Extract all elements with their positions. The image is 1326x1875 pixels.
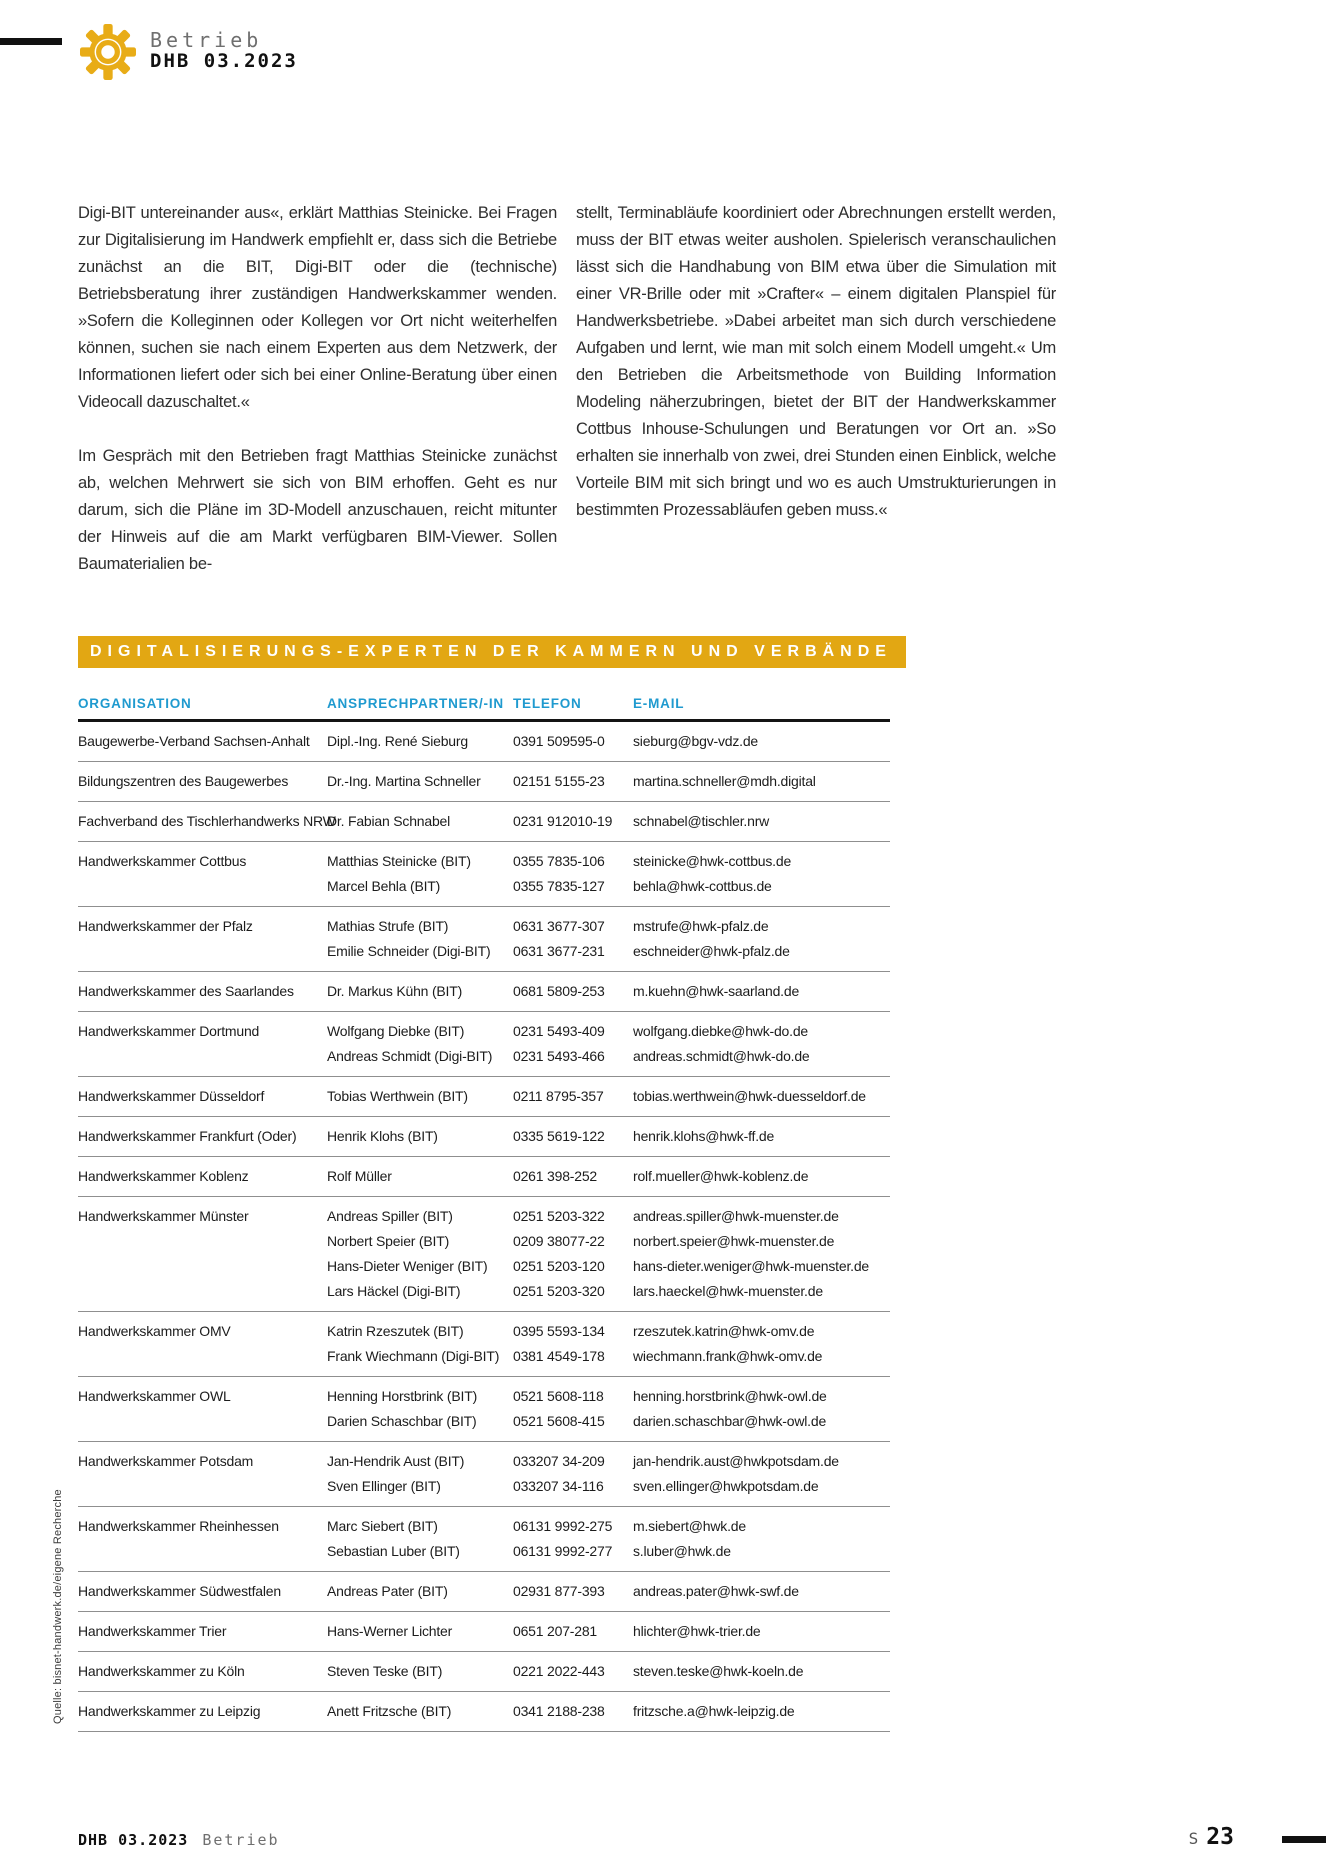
contact-phone: 0231 5493-409: [513, 1023, 605, 1039]
contact-name: Henrik Klohs (BIT): [327, 1128, 438, 1144]
contact-email: hlichter@hwk-trier.de: [633, 1623, 761, 1639]
article-column-left: [78, 200, 557, 578]
contact-email: lars.haeckel@hwk-muenster.de: [633, 1283, 823, 1299]
organisation-cell: Handwerkskammer OWL: [78, 1388, 231, 1404]
contact-name: Sven Ellinger (BIT): [327, 1478, 441, 1494]
contact-line: [327, 1046, 890, 1066]
organisation-cell: Handwerkskammer Rheinhessen: [78, 1518, 279, 1534]
contact-email: m.siebert@hwk.de: [633, 1518, 746, 1534]
contact-name: Katrin Rzeszutek (BIT): [327, 1323, 464, 1339]
article-paragraph: stellt, Terminabläufe koordiniert oder Abrechnungen erstellt werden, muss der BIT etwas weiter ausholen. Spielerisch veranschaulichen lässt sich die Handhabung von BIM etwa über die Simulation mit einer VR-Brille oder mit »Crafter« – einem digitalen Planspiel für Handwerksbetriebe. »Dabei arbeitet man sich durch verschiedene Aufgaben und lernt, wie man mit solch einem Modell umgeht.« Um den Betrieben die Arbeitsmethode von Building Information Modeling näherzubringen, bietet der BIT der Handwerkskammer Cottbus Inhouse-Schulungen und Beratungen vor Ort an. »So erhalten sie innerhalb von zwei, drei Stunden einen Einblick, welche Vorteile BIM mit sich bringt und wo es auch Umstrukturierungen in bestimmten Prozessabläufen geben muss.«: [576, 204, 1056, 519]
contact-name: Steven Teske (BIT): [327, 1663, 443, 1679]
article-paragraph: Im Gespräch mit den Betrieben fragt Matthias Steinicke zunächst ab, welchen Mehrwert sie sich von BIM erhoffen. Geht es nur darum, sich die Pläne im 3D-Modell anzuschauen, reicht mitunter der Hinweis auf die am Markt verfügbaren BIM-Viewer. Sollen Baumaterialien be-: [78, 447, 557, 573]
contact-email: wiechmann.frank@hwk-omv.de: [633, 1348, 823, 1364]
contact-phone: 06131 9992-275: [513, 1518, 613, 1534]
contact-line: [327, 1581, 890, 1601]
contact-email: behla@hwk-cottbus.de: [633, 878, 772, 894]
organisation-cell: Handwerkskammer Düsseldorf: [78, 1088, 265, 1104]
contact-name: Dr. Fabian Schnabel: [327, 813, 451, 829]
contacts-cell: [327, 1386, 890, 1431]
gear-icon: [80, 24, 136, 80]
contacts-cell: [327, 981, 890, 1001]
organisation-cell: Handwerkskammer zu Köln: [78, 1663, 245, 1679]
contact-email: mstrufe@hwk-pfalz.de: [633, 918, 769, 934]
contact-name: Andreas Spiller (BIT): [327, 1208, 453, 1224]
contact-name: Frank Wiechmann (Digi-BIT): [327, 1348, 500, 1364]
contact-email: s.luber@hwk.de: [633, 1543, 731, 1559]
table-row: [78, 1692, 890, 1732]
contact-line: [327, 851, 890, 871]
contact-phone: 0335 5619-122: [513, 1128, 605, 1144]
source-note: Quelle: bisnet-handwerk.de/eigene Recherche: [52, 1489, 64, 1724]
contact-email: rzeszutek.katrin@hwk-omv.de: [633, 1323, 815, 1339]
contact-phone: 0521 5608-415: [513, 1413, 605, 1429]
table-row: [78, 1612, 890, 1652]
contact-name: Rolf Müller: [327, 1168, 392, 1184]
contact-line: [327, 1541, 890, 1561]
organisation-cell: Handwerkskammer OMV: [78, 1323, 231, 1339]
organisation-cell: Handwerkskammer Münster: [78, 1208, 249, 1224]
contact-phone: 0231 912010-19: [513, 813, 613, 829]
organisation-cell: Handwerkskammer Cottbus: [78, 853, 247, 869]
table-row: [78, 1117, 890, 1157]
contact-line: [327, 916, 890, 936]
contact-email: hans-dieter.weniger@hwk-muenster.de: [633, 1258, 870, 1274]
contact-name: Anett Fritzsche (BIT): [327, 1703, 452, 1719]
contacts-cell: [327, 851, 890, 896]
contacts-cell: [327, 1701, 890, 1721]
contact-phone: 0251 5203-322: [513, 1208, 605, 1224]
contacts-cell: [327, 811, 890, 831]
contact-line: [327, 1516, 890, 1536]
contact-phone: 0631 3677-307: [513, 918, 605, 934]
contact-email: steinicke@hwk-cottbus.de: [633, 853, 792, 869]
organisation-cell: Handwerkskammer Trier: [78, 1623, 227, 1639]
column-header-organisation: ORGANISATION: [78, 696, 192, 711]
contact-name: Dr.-Ing. Martina Schneller: [327, 773, 481, 789]
column-header-ansprechpartner: ANSPRECHPARTNER/-IN: [327, 696, 504, 711]
contacts-cell: [327, 1516, 890, 1561]
contacts-cell: [327, 1621, 890, 1641]
contact-email: henning.horstbrink@hwk-owl.de: [633, 1388, 827, 1404]
contact-phone: 06131 9992-277: [513, 1543, 613, 1559]
contact-email: sven.ellinger@hwkpotsdam.de: [633, 1478, 819, 1494]
table-row: [78, 1312, 890, 1377]
contact-phone: 0261 398-252: [513, 1168, 598, 1184]
contact-email: steven.teske@hwk-koeln.de: [633, 1663, 804, 1679]
table-row: [78, 722, 890, 762]
contact-email: tobias.werthwein@hwk-duesseldorf.de: [633, 1088, 866, 1104]
contact-email: andreas.schmidt@hwk-do.de: [633, 1048, 810, 1064]
contact-email: henrik.klohs@hwk-ff.de: [633, 1128, 775, 1144]
footer-section: Betrieb: [202, 1831, 280, 1849]
contact-phone: 0211 8795-357: [513, 1088, 604, 1104]
contact-phone: 02151 5155-23: [513, 773, 605, 789]
contact-name: Tobias Werthwein (BIT): [327, 1088, 468, 1104]
contact-email: wolfgang.diebke@hwk-do.de: [633, 1023, 808, 1039]
contact-line: [327, 1411, 890, 1431]
table-title-banner: DIGITALISIERUNGS-EXPERTEN DER KAMMERN UND VERBÄNDE: [78, 636, 906, 668]
table-row: [78, 972, 890, 1012]
contacts-cell: [327, 1451, 890, 1496]
table-row: [78, 1572, 890, 1612]
table-row: [78, 1197, 890, 1312]
contact-email: sieburg@bgv-vdz.de: [633, 733, 759, 749]
page-number: 23: [1206, 1824, 1234, 1850]
contact-phone: 0341 2188-238: [513, 1703, 605, 1719]
contact-line: [327, 1166, 890, 1186]
contact-line: [327, 1231, 890, 1251]
contact-name: Dipl.-Ing. René Sieburg: [327, 733, 468, 749]
contact-name: Mathias Strufe (BIT): [327, 918, 449, 934]
organisation-cell: Fachverband des Tischlerhandwerks NRW: [78, 813, 336, 829]
contact-line: [327, 811, 890, 831]
contact-email: norbert.speier@hwk-muenster.de: [633, 1233, 835, 1249]
contact-name: Lars Häckel (Digi-BIT): [327, 1283, 461, 1299]
contacts-cell: [327, 1206, 890, 1301]
table-row: [78, 1377, 890, 1442]
contacts-cell: [327, 771, 890, 791]
contact-name: Jan-Hendrik Aust (BIT): [327, 1453, 465, 1469]
contact-phone: 0231 5493-466: [513, 1048, 605, 1064]
table-body: [78, 722, 890, 1732]
contact-phone: 033207 34-116: [513, 1478, 604, 1494]
table-row: [78, 1652, 890, 1692]
organisation-cell: Handwerkskammer Koblenz: [78, 1168, 249, 1184]
contacts-cell: [327, 731, 890, 751]
organisation-cell: Handwerkskammer des Saarlandes: [78, 983, 294, 999]
issue-label: DHB 03.2023: [150, 50, 298, 72]
contact-line: [327, 1206, 890, 1226]
contact-email: schnabel@tischler.nrw: [633, 813, 770, 829]
contact-line: [327, 1701, 890, 1721]
contact-phone: 0395 5593-134: [513, 1323, 605, 1339]
table-row: [78, 762, 890, 802]
contacts-cell: [327, 1021, 890, 1066]
table-row: [78, 907, 890, 972]
contacts-cell: [327, 1166, 890, 1186]
table-row: [78, 1507, 890, 1572]
contact-line: [327, 1321, 890, 1341]
contact-phone: 02931 877-393: [513, 1583, 605, 1599]
top-left-rule: [0, 38, 62, 45]
contact-email: martina.schneller@mdh.digital: [633, 773, 816, 789]
column-header-email: E-MAIL: [633, 696, 685, 711]
contact-name: Marc Siebert (BIT): [327, 1518, 438, 1534]
contact-name: Andreas Pater (BIT): [327, 1583, 448, 1599]
contact-line: [327, 771, 890, 791]
contact-line: [327, 1621, 890, 1641]
contact-phone: 0251 5203-320: [513, 1283, 605, 1299]
contact-phone: 0355 7835-106: [513, 853, 605, 869]
contact-name: Darien Schaschbar (BIT): [327, 1413, 477, 1429]
contact-phone: 0355 7835-127: [513, 878, 605, 894]
contacts-cell: [327, 1126, 890, 1146]
organisation-cell: Handwerkskammer der Pfalz: [78, 918, 253, 934]
article-column-right: [576, 200, 1056, 524]
footer-right-rule: [1282, 1836, 1326, 1843]
organisation-cell: Handwerkskammer zu Leipzig: [78, 1703, 261, 1719]
organisation-cell: Handwerkskammer Frankfurt (Oder): [78, 1128, 297, 1144]
contact-phone: 0251 5203-120: [513, 1258, 605, 1274]
contact-email: m.kuehn@hwk-saarland.de: [633, 983, 800, 999]
contact-email: andreas.spiller@hwk-muenster.de: [633, 1208, 839, 1224]
contact-phone: 0391 509595-0: [513, 733, 605, 749]
contact-line: [327, 1256, 890, 1276]
contacts-cell: [327, 1581, 890, 1601]
section-kicker: Betrieb: [150, 28, 263, 52]
contact-phone: 0631 3677-231: [513, 943, 605, 959]
contact-name: Hans-Dieter Weniger (BIT): [327, 1258, 488, 1274]
contact-name: Emilie Schneider (Digi-BIT): [327, 943, 491, 959]
table-row: [78, 1157, 890, 1197]
contact-name: Sebastian Luber (BIT): [327, 1543, 460, 1559]
contact-line: [327, 1476, 890, 1496]
contact-line: [327, 731, 890, 751]
contact-name: Andreas Schmidt (Digi-BIT): [327, 1048, 493, 1064]
contact-email: eschneider@hwk-pfalz.de: [633, 943, 790, 959]
contact-phone: 0209 38077-22: [513, 1233, 605, 1249]
contact-name: Norbert Speier (BIT): [327, 1233, 450, 1249]
contact-email: darien.schaschbar@hwk-owl.de: [633, 1413, 827, 1429]
contact-name: Matthias Steinicke (BIT): [327, 853, 471, 869]
footer-left: [78, 1830, 280, 1849]
contacts-cell: [327, 916, 890, 961]
contact-email: fritzsche.a@hwk-leipzig.de: [633, 1703, 795, 1719]
contact-email: jan-hendrik.aust@hwkpotsdam.de: [633, 1453, 839, 1469]
contact-name: Hans-Werner Lichter: [327, 1623, 453, 1639]
organisation-cell: Handwerkskammer Dortmund: [78, 1023, 260, 1039]
contacts-cell: [327, 1321, 890, 1366]
contact-line: [327, 1451, 890, 1471]
footer-issue: DHB 03.2023: [78, 1831, 189, 1849]
contact-phone: 0381 4549-178: [513, 1348, 605, 1364]
contact-phone: 0221 2022-443: [513, 1663, 605, 1679]
organisation-cell: Baugewerbe-Verband Sachsen-Anhalt: [78, 733, 310, 749]
page-prefix: S: [1188, 1829, 1199, 1848]
contact-name: Marcel Behla (BIT): [327, 878, 441, 894]
contact-name: Dr. Markus Kühn (BIT): [327, 983, 463, 999]
contact-line: [327, 1126, 890, 1146]
table-row: [78, 1442, 890, 1507]
contact-email: rolf.mueller@hwk-koblenz.de: [633, 1168, 809, 1184]
contact-line: [327, 1346, 890, 1366]
column-header-telefon: TELEFON: [513, 696, 582, 711]
contact-email: andreas.pater@hwk-swf.de: [633, 1583, 799, 1599]
contact-name: Wolfgang Diebke (BIT): [327, 1023, 465, 1039]
article-paragraph: Digi-BIT untereinander aus«, erklärt Matthias Steinicke. Bei Fragen zur Digitalisierung im Handwerk empfiehlt er, dass sich die Betriebe zunächst an die BIT, Digi-BIT oder die (technische) Betriebsberatung ihrer zuständigen Handwerkskammer wenden. »Sofern die Kolleginnen oder Kollegen vor Ort nicht weiterhelfen können, suchen sie nach einem Experten aus dem Netzwerk, der Informationen liefert oder sich bei einer Online-Beratung über einen Videocall dazuschaltet.«: [78, 204, 557, 411]
contact-phone: 0651 207-281: [513, 1623, 598, 1639]
contact-line: [327, 941, 890, 961]
contact-line: [327, 1661, 890, 1681]
experts-table: [78, 696, 890, 1732]
table-row: [78, 842, 890, 907]
contact-line: [327, 1386, 890, 1406]
table-header-row: [78, 696, 890, 722]
table-row: [78, 802, 890, 842]
contact-line: [327, 1021, 890, 1041]
table-row: [78, 1077, 890, 1117]
contacts-cell: [327, 1661, 890, 1681]
organisation-cell: Handwerkskammer Potsdam: [78, 1453, 254, 1469]
organisation-cell: Bildungszentren des Baugewerbes: [78, 773, 289, 789]
contact-line: [327, 1281, 890, 1301]
contact-name: Henning Horstbrink (BIT): [327, 1388, 478, 1404]
table-row: [78, 1012, 890, 1077]
contact-phone: 0521 5608-118: [513, 1388, 604, 1404]
contact-line: [327, 981, 890, 1001]
contact-line: [327, 876, 890, 896]
contacts-cell: [327, 1086, 890, 1106]
contact-phone: 0681 5809-253: [513, 983, 605, 999]
footer-page-number: [1189, 1824, 1234, 1850]
contact-line: [327, 1086, 890, 1106]
organisation-cell: Handwerkskammer Südwestfalen: [78, 1583, 281, 1599]
contact-phone: 033207 34-209: [513, 1453, 605, 1469]
